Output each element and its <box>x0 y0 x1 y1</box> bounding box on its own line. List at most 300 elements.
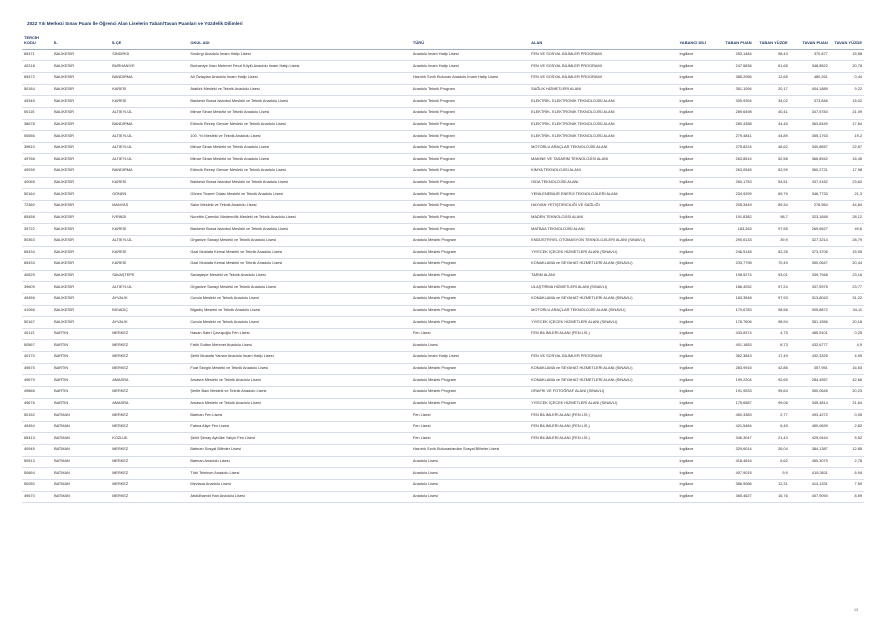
cell-turu: Anadolu Meslek Program <box>411 293 529 305</box>
cell-yabanci_dili: İngilizce <box>677 479 713 491</box>
cell-alan: YİYECEK İÇECEK HİZMETLERİ ALANI (SINAVLI) <box>529 317 677 329</box>
cell-turu: Anadolu Meslek Program <box>411 317 529 329</box>
cell-tavan_yuzde: 12,85 <box>830 445 864 457</box>
cell-ilce: ALTIEYLÜL <box>110 131 188 143</box>
cell-tavan_yuzde: 20,44 <box>830 259 864 271</box>
cell-tercih_kodu: 50050 <box>22 479 52 491</box>
cell-alan: FEN VE SOSYAL BİLİMLER PROGRAMI <box>529 61 677 73</box>
cell-taban_yuzde: 20,17 <box>754 84 790 96</box>
cell-alan <box>529 491 677 503</box>
cell-tavan_puan: 284,4557 <box>790 375 830 387</box>
cell-turu: Hazırlık Sınıfı Bulunan Anadolu İmam Hatip Lisesi <box>411 73 529 85</box>
cell-turu: Hazırlık Sınıfı Bulunanlardan Sosyal Bilimler Lisesi <box>411 445 529 457</box>
column-header-il: İL <box>52 36 110 49</box>
cell-il: BALIKESİR <box>52 73 110 85</box>
cell-taban_puan: 305,9394 <box>714 96 754 108</box>
cell-tavan_yuzde: 31,22 <box>830 293 864 305</box>
table-row <box>22 421 864 433</box>
cell-turu: Fen Lisesi <box>411 421 529 433</box>
cell-okul_adi: Balıkesir Borsa İstanbul Mesleki ve Teknik Anadolu Lisesi <box>188 224 411 236</box>
cell-alan: FEN BİLİMLERİ ALANI (FEN LİS.) <box>529 328 677 340</box>
cell-il: BALIKESİR <box>52 119 110 131</box>
table-row <box>22 491 864 503</box>
cell-okul_adi: Salur Mesleki ve Teknik Anadolu Lisesi <box>188 200 411 212</box>
cell-tercih_kodu: 49679 <box>22 375 52 387</box>
cell-taban_puan: 329,6014 <box>714 445 754 457</box>
cell-yabanci_dili: İngilizce <box>677 386 713 398</box>
cell-taban_yuzde: 58,43 <box>754 49 790 61</box>
cell-ilce: MERKEZ <box>110 340 188 352</box>
cell-taban_puan: 346,3047 <box>714 433 754 445</box>
column-header-alan: ALAN <box>529 36 677 49</box>
cell-il: BARTIN <box>52 352 110 364</box>
cell-taban_puan: 191,8382 <box>714 212 754 224</box>
cell-alan: KONAKLAMA ve SEYAHAT HİZMETLERİ ALANI (SINAVLI) <box>529 259 677 271</box>
table-row <box>22 84 864 96</box>
cell-tavan_yuzde: 15,58 <box>830 49 864 61</box>
cell-il: BALIKESİR <box>52 270 110 282</box>
cell-turu: Anadolu İmam Hatip Lisesi <box>411 49 529 61</box>
cell-tercih_kodu: 49866 <box>22 386 52 398</box>
cell-alan <box>529 456 677 468</box>
cell-yabanci_dili: İngilizce <box>677 235 713 247</box>
cell-ilce: İVRİNDİ <box>110 212 188 224</box>
cell-ilce: KARESİ <box>110 177 188 189</box>
cell-tavan_yuzde: 28,79 <box>830 235 864 247</box>
cell-alan: MATBAA TEKNOLOJİSİ ALANI <box>529 224 677 236</box>
cell-tavan_puan: 327,3214 <box>790 235 830 247</box>
cell-ilce: KARESİ <box>110 84 188 96</box>
cell-tavan_yuzde: 17,98 <box>830 166 864 178</box>
cell-taban_puan: 247,5836 <box>714 61 754 73</box>
cell-tavan_puan: 357,951 <box>790 363 830 375</box>
cell-yabanci_dili: İngilizce <box>677 119 713 131</box>
cell-il: BALIKESİR <box>52 131 110 143</box>
cell-yabanci_dili: İngilizce <box>677 224 713 236</box>
cell-il: BALIKESİR <box>52 49 110 61</box>
cell-taban_yuzde: 97,93 <box>754 293 790 305</box>
cell-yabanci_dili: İngilizce <box>677 328 713 340</box>
cell-il: BALIKESİR <box>52 142 110 154</box>
table-header-row <box>22 36 864 49</box>
cell-tavan_puan: 355,1763 <box>790 131 830 143</box>
cell-taban_yuzde: 4,75 <box>754 328 790 340</box>
cell-tercih_kodu: 40170 <box>22 352 52 364</box>
cell-tercih_kodu: 50115 <box>22 107 52 119</box>
cell-ilce: MERKEZ <box>110 421 188 433</box>
cell-tavan_puan: 323,1848 <box>790 212 830 224</box>
cell-okul_adi: Fatma Aliye Fen Lisesi <box>188 421 411 433</box>
cell-okul_adi: Bigadiç Mesleki ve Teknik Anadolu Lisesi <box>188 305 411 317</box>
cell-taban_yuzde: 12,31 <box>754 479 790 491</box>
cell-taban_yuzde: 98,94 <box>754 317 790 329</box>
cell-taban_puan: 198,5274 <box>714 270 754 282</box>
cell-taban_puan: 183,263 <box>714 224 754 236</box>
cell-ilce: AYVALIK <box>110 317 188 329</box>
cell-taban_puan: 175,6587 <box>714 398 754 410</box>
table-row <box>22 398 864 410</box>
cell-turu: Anadolu Meslek Program <box>411 363 529 375</box>
cell-okul_adi: Mevlana Anadolu Lisesi <box>188 479 411 491</box>
cell-okul_adi: Balıkesir Borsa İstanbul Mesleki ve Teknik Anadolu Lisesi <box>188 96 411 108</box>
cell-turu: Anadolu Meslek Program <box>411 270 529 282</box>
cell-turu: Anadolu Lisesi <box>411 340 529 352</box>
cell-turu: Anadolu İmam Hatip Lisesi <box>411 352 529 364</box>
cell-alan: GRAFİK VE FOTOĞRAF ALANI (SINAVLI) <box>529 386 677 398</box>
cell-il: BATMAN <box>52 421 110 433</box>
cell-okul_adi: Fuat Sezgin Mesleki ve Teknik Anadolu Lisesi <box>188 363 411 375</box>
cell-tercih_kodu: 49875 <box>22 363 52 375</box>
cell-yabanci_dili: İngilizce <box>677 468 713 480</box>
cell-taban_puan: 365,4627 <box>714 491 754 503</box>
cell-okul_adi: Organize Sanayi Mesleki ve Teknik Anadolu Lisesi <box>188 235 411 247</box>
cell-turu: Anadolu Meslek Program <box>411 375 529 387</box>
cell-taban_yuzde: 52,99 <box>754 166 790 178</box>
cell-okul_adi: Cunda Mesleki ve Teknik Anadolu Lisesi <box>188 317 411 329</box>
cell-turu: Fen Lisesi <box>411 433 529 445</box>
cell-tavan_puan: 351,1556 <box>790 317 830 329</box>
cell-okul_adi: Batman Fen Lisesi <box>188 410 411 422</box>
cell-tavan_yuzde: 49,6 <box>830 224 864 236</box>
table-row <box>22 282 864 294</box>
cell-tercih_kodu: 50664 <box>22 468 52 480</box>
cell-ilce: ALTIEYLÜL <box>110 235 188 247</box>
cell-il: BALIKESİR <box>52 61 110 73</box>
cell-ilce: MANYAS <box>110 200 188 212</box>
cell-yabanci_dili: İngilizce <box>677 247 713 259</box>
cell-yabanci_dili: İngilizce <box>677 363 713 375</box>
cell-okul_adi: Mimar Sinan Mesleki ve Teknik Anadolu Lisesi <box>188 154 411 166</box>
cell-tavan_puan: 373,846 <box>790 96 830 108</box>
cell-turu: Anadolu Meslek Program <box>411 282 529 294</box>
cell-tavan_puan: 339,7948 <box>790 270 830 282</box>
table-row <box>22 61 864 73</box>
cell-yabanci_dili: İngilizce <box>677 212 713 224</box>
cell-taban_puan: 421,5484 <box>714 421 754 433</box>
cell-alan <box>529 479 677 491</box>
cell-tercih_kodu: 49939 <box>22 166 52 178</box>
cell-taban_puan: 450,3383 <box>714 410 754 422</box>
cell-okul_adi: Organize Sanayi Mesleki ve Teknik Anadolu Lisesi <box>188 282 411 294</box>
cell-turu: Anadolu Teknik Program <box>411 177 529 189</box>
cell-okul_adi: Abdülhamid Han Anadolu Lisesi <box>188 491 411 503</box>
cell-taban_yuzde: 93,01 <box>754 270 790 282</box>
cell-tercih_kodu: 50167 <box>22 317 52 329</box>
cell-turu: Anadolu Teknik Program <box>411 84 529 96</box>
column-header-taban_puan: TABAN PUAN <box>714 36 754 49</box>
cell-tavan_yuzde: 21,3 <box>830 189 864 201</box>
cell-alan: ULAŞTIRMA HİZMETLERİ ALANI (SINAVLI) <box>529 282 677 294</box>
cell-tavan_yuzde: 20,78 <box>830 61 864 73</box>
cell-alan <box>529 340 677 352</box>
cell-okul_adi: Balıkesir Borsa İstanbul Mesleki ve Teknik Anadolu Lisesi <box>188 177 411 189</box>
cell-taban_yuzde: 34,02 <box>754 96 790 108</box>
table-row <box>22 189 864 201</box>
cell-tavan_puan: 346,7733 <box>790 189 830 201</box>
cell-taban_yuzde: 26,04 <box>754 445 790 457</box>
cell-tercih_kodu: 72360 <box>22 200 52 212</box>
cell-turu: Anadolu Lisesi <box>411 468 529 480</box>
cell-alan: YENİLENEBİLİR ENERJİ TEKNOLOJİLERİ ALANI <box>529 189 677 201</box>
cell-tavan_yuzde: 19,2 <box>830 131 864 143</box>
cell-turu: Anadolu Lisesi <box>411 479 529 491</box>
cell-ilce: MERKEZ <box>110 328 188 340</box>
cell-tavan_yuzde: 0,44 <box>830 73 864 85</box>
table-row <box>22 154 864 166</box>
cell-yabanci_dili: İngilizce <box>677 293 713 305</box>
cell-tavan_yuzde: 0,25 <box>830 328 864 340</box>
column-header-tavan_yuzde: TAVAN YÜZDE <box>830 36 864 49</box>
cell-ilce: MERKEZ <box>110 468 188 480</box>
cell-tercih_kodu: 50164 <box>22 189 52 201</box>
cell-okul_adi: Edincik Recep Gencer Mesleki ve Teknik Anadolu Lisesi <box>188 166 411 178</box>
cell-taban_puan: 362,3843 <box>714 352 754 364</box>
table-body <box>22 49 864 502</box>
cell-tavan_yuzde: 23,62 <box>830 177 864 189</box>
cell-okul_adi: Mimar Sinan Mesleki ve Teknik Anadolu Lisesi <box>188 107 411 119</box>
table-row <box>22 340 864 352</box>
table-row <box>22 317 864 329</box>
cell-alan: ELEKTRİK- ELEKTRONİK TEKNOLOJİSİ ALANI <box>529 107 677 119</box>
cell-taban_yuzde: 99,06 <box>754 398 790 410</box>
column-header-tavan_puan: TAVAN PUAN <box>790 36 830 49</box>
cell-ilce: SINDIRGI <box>110 49 188 61</box>
cell-ilce: KOZLUK <box>110 433 188 445</box>
cell-taban_puan: 433,8374 <box>714 328 754 340</box>
cell-tavan_yuzde: 17,84 <box>830 119 864 131</box>
table-row <box>22 433 864 445</box>
cell-il: BALIKESİR <box>52 305 110 317</box>
cell-tavan_puan: 429,0444 <box>790 433 830 445</box>
cell-tavan_puan: 340,8657 <box>790 142 830 154</box>
cell-tercih_kodu: 49768 <box>22 154 52 166</box>
cell-il: BATMAN <box>52 491 110 503</box>
cell-tavan_puan: 345,4814 <box>790 398 830 410</box>
cell-yabanci_dili: İngilizce <box>677 433 713 445</box>
cell-taban_yuzde: 2,77 <box>754 410 790 422</box>
cell-tercih_kodu: 41066 <box>22 305 52 317</box>
cell-tercih_kodu: 65433 <box>22 259 52 271</box>
cell-taban_puan: 233,7798 <box>714 259 754 271</box>
cell-tavan_puan: 363,8449 <box>790 119 830 131</box>
cell-yabanci_dili: İngilizce <box>677 166 713 178</box>
cell-il: BALIKESİR <box>52 107 110 119</box>
cell-yabanci_dili: İngilizce <box>677 107 713 119</box>
cell-alan: FEN VE SOSYAL BİLİMLER PROGRAMI <box>529 73 677 85</box>
table-row <box>22 456 864 468</box>
cell-il: BALIKESİR <box>52 247 110 259</box>
cell-tercih_kodu: 49345 <box>22 96 52 108</box>
cell-tercih_kodu: 39810 <box>22 142 52 154</box>
cell-tavan_puan: 432,3326 <box>790 352 830 364</box>
cell-taban_puan: 199,2204 <box>714 375 754 387</box>
cell-ilce: SAVAŞTEPE <box>110 270 188 282</box>
cell-alan: ELEKTRİK- ELEKTRONİK TEKNOLOJİSİ ALANI <box>529 119 677 131</box>
cell-il: BALIKESİR <box>52 189 110 201</box>
cell-il: BALIKESİR <box>52 235 110 247</box>
cell-ilce: MERKEZ <box>110 363 188 375</box>
cell-alan <box>529 445 677 457</box>
cell-turu: Fen Lisesi <box>411 328 529 340</box>
cell-tavan_yuzde: 16,45 <box>830 154 864 166</box>
cell-tercih_kodu: 50513 <box>22 456 52 468</box>
cell-taban_puan: 186,4932 <box>714 282 754 294</box>
cell-ilce: ALTIEYLÜL <box>110 107 188 119</box>
cell-tavan_yuzde: 20,18 <box>830 317 864 329</box>
cell-alan: GIDA TEKNOLOJİSİ ALANI <box>529 177 677 189</box>
cell-alan: YİYECEK İÇECEK HİZMETLERİ ALANI (SINAVLI) <box>529 247 677 259</box>
table-row <box>22 49 864 61</box>
cell-taban_yuzde: 39,9 <box>754 235 790 247</box>
cell-il: BARTIN <box>52 363 110 375</box>
cell-alan: KONAKLAMA ve SEYAHAT HİZMETLERİ ALANI (SINAVLI) <box>529 363 677 375</box>
table-row <box>22 107 864 119</box>
table-row <box>22 363 864 375</box>
cell-alan: MAKİNE VE TASARIM TEKNOLOJİSİ ALANI <box>529 154 677 166</box>
cell-taban_yuzde: 42,86 <box>754 363 790 375</box>
cell-taban_puan: 407,9015 <box>714 468 754 480</box>
cell-tavan_puan: 360,2721 <box>790 166 830 178</box>
cell-tercih_kodu: 50656 <box>22 131 52 143</box>
cell-taban_yuzde: 46,62 <box>754 142 790 154</box>
cell-okul_adi: Şerife Bacı Mesleki ve Teknik Anadolu Lisesi <box>188 386 411 398</box>
cell-taban_yuzde: 97,24 <box>754 282 790 294</box>
cell-taban_puan: 275,8224 <box>714 142 754 154</box>
cell-il: BATMAN <box>52 445 110 457</box>
cell-taban_yuzde: 8,73 <box>754 340 790 352</box>
cell-ilce: MERKEZ <box>110 352 188 364</box>
cell-taban_yuzde: 21,43 <box>754 433 790 445</box>
cell-tavan_yuzde: 22,87 <box>830 142 864 154</box>
column-header-tercih_kodu: TERCİH KODU <box>22 36 52 49</box>
cell-tavan_yuzde: 0,05 <box>830 410 864 422</box>
cell-tavan_puan: 337,5975 <box>790 282 830 294</box>
cell-turu: Anadolu Meslek Program <box>411 247 529 259</box>
cell-tavan_puan: 407,9094 <box>790 491 830 503</box>
cell-yabanci_dili: İngilizce <box>677 352 713 364</box>
cell-taban_yuzde: 6,62 <box>754 456 790 468</box>
cell-ilce: MERKEZ <box>110 386 188 398</box>
cell-tavan_puan: 278,564 <box>790 200 830 212</box>
cell-ilce: MERKEZ <box>110 479 188 491</box>
cell-alan: MOTORLU ARAÇLAR TEKNOLOJİSİ ALANI (SINAVLI) <box>529 305 677 317</box>
cell-il: BALIKESİR <box>52 224 110 236</box>
cell-turu: Anadolu Teknik Program <box>411 119 529 131</box>
cell-tercih_kodu: 49454 <box>22 421 52 433</box>
cell-taban_yuzde: 70,49 <box>754 259 790 271</box>
table-row <box>22 177 864 189</box>
table-row <box>22 270 864 282</box>
cell-okul_adi: Cunda Mesleki ve Teknik Anadolu Lisesi <box>188 293 411 305</box>
cell-taban_puan: 176,7606 <box>714 317 754 329</box>
cell-tavan_puan: 337,4152 <box>790 177 830 189</box>
cell-tercih_kodu: 65458 <box>22 212 52 224</box>
cell-okul_adi: Edincik Recep Gencer Mesleki ve Teknik Anadolu Lisesi <box>188 119 411 131</box>
cell-il: BALIKESİR <box>52 84 110 96</box>
table-row <box>22 386 864 398</box>
cell-ilce: AYVALIK <box>110 293 188 305</box>
cell-ilce: KARESİ <box>110 247 188 259</box>
cell-taban_yuzde: 52,58 <box>754 154 790 166</box>
cell-okul_adi: Sındırgı Anadolu İmam Hatip Lisesi <box>188 49 411 61</box>
cell-il: BALIKESİR <box>52 96 110 108</box>
cell-taban_yuzde: 40,41 <box>754 107 790 119</box>
cell-turu: Anadolu Teknik Program <box>411 224 529 236</box>
cell-turu: Anadolu Teknik Program <box>411 166 529 178</box>
cell-turu: Anadolu Meslek Program <box>411 305 529 317</box>
cell-okul_adi: Gazi Mustafa Kemal Mesleki ve Teknik Anadolu Lisesi <box>188 247 411 259</box>
cell-taban_puan: 401,1853 <box>714 340 754 352</box>
cell-yabanci_dili: İngilizce <box>677 270 713 282</box>
cell-taban_puan: 290,6133 <box>714 235 754 247</box>
cell-okul_adi: Atatürk Mesleki ve Teknik Anadolu Lisesi <box>188 84 411 96</box>
cell-taban_yuzde: 12,65 <box>754 73 790 85</box>
cell-taban_puan: 260,1753 <box>714 177 754 189</box>
cell-alan: KONAKLAMA ve SEYAHAT HİZMETLERİ ALANI (SINAVLI) <box>529 293 677 305</box>
table-row <box>22 247 864 259</box>
cell-okul_adi: Şehit Mustafa Yaman Anadolu İmam Hatip Lisesi <box>188 352 411 364</box>
cell-okul_adi: Hasan Sabri Çavuşoğlu Fen Lisesi <box>188 328 411 340</box>
page-title: 2022 Yılı Merkezi Sınav Puanı İle Öğrenci Alan Liselerin Taban/Tavan Puanları ve Yüzdelik Dilimleri <box>27 21 243 26</box>
cell-turu: Anadolu Lisesi <box>411 491 529 503</box>
cell-alan: MOTORLU ARAÇLAR TEKNOLOJİSİ ALANI <box>529 142 677 154</box>
cell-ilce: BURHANİYE <box>110 61 188 73</box>
cell-tavan_yuzde: 4,9 <box>830 340 864 352</box>
cell-ilce: BİGADİÇ <box>110 305 188 317</box>
cell-yabanci_dili: İngilizce <box>677 317 713 329</box>
cell-il: BARTIN <box>52 340 110 352</box>
cell-tavan_puan: 305,8872 <box>790 305 830 317</box>
cell-okul_adi: Batman Sosyal Bilimler Lisesi <box>188 445 411 457</box>
cell-alan: FEN BİLİMLERİ ALANI (FEN LİS.) <box>529 433 677 445</box>
cell-tavan_yuzde: 28,12 <box>830 212 864 224</box>
cell-il: BALIKESİR <box>52 259 110 271</box>
cell-okul_adi: 100. Yıl Mesleki ve Teknik Anadolu Lisesi <box>188 131 411 143</box>
table-row <box>22 142 864 154</box>
cell-tercih_kodu: 39722 <box>22 224 52 236</box>
cell-taban_puan: 183,3548 <box>714 293 754 305</box>
cell-tavan_puan: 480,261 <box>790 73 830 85</box>
cell-yabanci_dili: İngilizce <box>677 142 713 154</box>
cell-il: BARTIN <box>52 328 110 340</box>
cell-tavan_puan: 348,8522 <box>790 61 830 73</box>
cell-taban_puan: 386,9086 <box>714 479 754 491</box>
cell-tavan_puan: 493,4272 <box>790 410 830 422</box>
cell-tavan_puan: 347,5783 <box>790 107 830 119</box>
cell-alan <box>529 468 677 480</box>
cell-taban_yuzde: 17,49 <box>754 352 790 364</box>
cell-taban_puan: 263,0545 <box>714 166 754 178</box>
cell-taban_puan: 289,6498 <box>714 107 754 119</box>
cell-taban_yuzde: 95,64 <box>754 386 790 398</box>
cell-tavan_puan: 366,8942 <box>790 154 830 166</box>
cell-okul_adi: Türk Telekom Anadolu Lisesi <box>188 468 411 480</box>
cell-taban_yuzde: 16,76 <box>754 491 790 503</box>
cell-tavan_puan: 350,0645 <box>790 386 830 398</box>
cell-turu: Anadolu Meslek Program <box>411 259 529 271</box>
cell-il: BATMAN <box>52 433 110 445</box>
cell-tavan_puan: 418,3611 <box>790 468 830 480</box>
cell-il: BARTIN <box>52 398 110 410</box>
cell-yabanci_dili: İngilizce <box>677 189 713 201</box>
table-row <box>22 259 864 271</box>
cell-tavan_puan: 370,877 <box>790 49 830 61</box>
cell-tavan_puan: 432,6777 <box>790 340 830 352</box>
cell-tercih_kodu: 49456 <box>22 293 52 305</box>
cell-turu: Anadolu Teknik Program <box>411 212 529 224</box>
cell-yabanci_dili: İngilizce <box>677 305 713 317</box>
table-row <box>22 305 864 317</box>
